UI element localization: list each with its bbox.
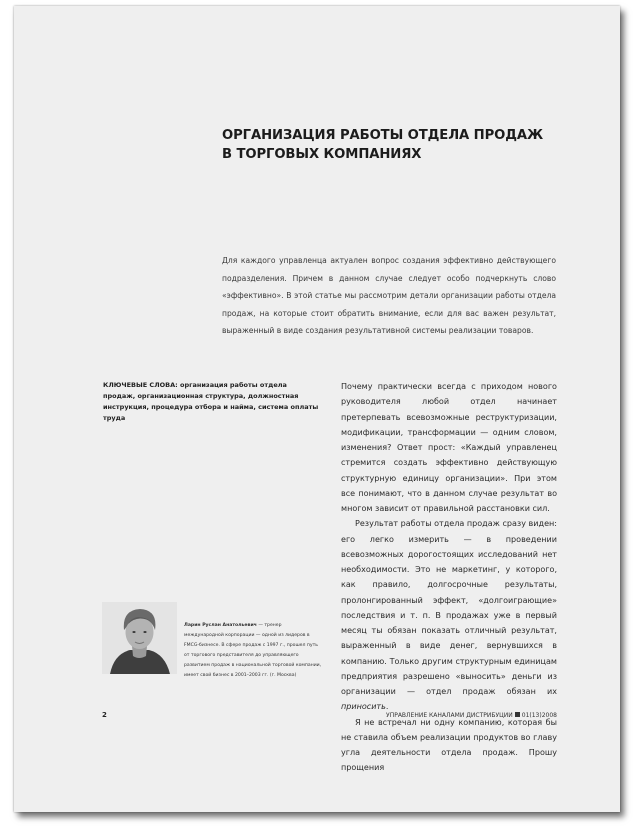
journal-issue: 01(13)2008 [521, 712, 557, 719]
author-photo [102, 602, 177, 674]
keywords-label: КЛЮЧЕВЫЕ СЛОВА: [103, 381, 178, 389]
journal-title: УПРАВЛЕНИЕ КАНАЛАМИ ДИСТРИБУЦИИ [386, 712, 513, 719]
keywords-text: организация работы отдела продаж, организационная структура, должностная инструкция, процедура отбора и найма, система оплаты труда [103, 381, 319, 423]
article-title-line-2: В ТОРГОВЫХ КОМПАНИЯХ [222, 146, 422, 162]
body-paragraph-2 [341, 516, 557, 714]
footer-journal-line [386, 712, 557, 719]
body-emphasis: приносить [341, 702, 386, 712]
page-number: 2 [102, 711, 107, 719]
body-paragraph-1: Почему практически всегда с приходом нового руководителя любой отдел начинает претерпевать всевозможные реструктуризации, модификации, трансформации — одним словом, изменения? Ответ прост: «Каждый управленец стремится создать эффективно действующую структурную единицу организации». При этом все понимают, что в данном случае результат во многом зависит от правильной расстановки сил. [341, 382, 557, 513]
article-intro [222, 252, 556, 340]
article-title-line-1: ОРГАНИЗАЦИЯ РАБОТЫ ОТДЕЛА ПРОДАЖ [222, 128, 544, 143]
body-paragraph-2-end: . [385, 702, 389, 712]
body-paragraph-3: Я не встречал ни одну компанию, которая бы не ставила объем реализации продуктов во главу угла деятельности отдела продаж. Прошу прощения [341, 717, 557, 773]
keywords-block [103, 380, 321, 424]
article-title [222, 127, 552, 164]
square-separator-icon [515, 712, 520, 717]
author-name: Ларин Руслан Анатольевич [184, 623, 257, 628]
author-bio [184, 621, 322, 680]
intro-paragraph: Для каждого управленца актуален вопрос создания эффективно действующего подразделения. Причем в данном случае следует особо подчеркнуть слово «эффективно». В этой статье мы рассмотрим детали организации работы отдела продаж, на которые стоит обратить внимание, если для вас важен результат, выраженный в виде создания результативной системы реализации товаров. [222, 256, 556, 336]
author-portrait-image [102, 602, 177, 674]
author-description: — тренер международной корпорации — одной из лидеров в FMCG-бизнесе. В сфере продаж с 1997 г., прошел путь от торгового представителя до управляющего развитием продаж в национальной торговой компании, имеет свой бизнес в 2001–2003 гг. (г. Москва) [184, 623, 322, 678]
body-paragraph-2-text: Результат работы отдела продаж сразу виден: его легко измерить — в проведении всевозможных дорогостоящих исследований нет необходимости. Это не маркетинг, у которого, как правило, долгосрочные результаты, пролонгированный эффект, «долгоиграющие» последствия и т. п. В продажах уже в первый месяц ты обязан показать отличный результат, выраженный в виде денег, вернувшихся в компанию. Только другим структурным единицам предприятия разрешено «выносить» деньги из организации — отдел продаж обязан их [341, 519, 557, 696]
